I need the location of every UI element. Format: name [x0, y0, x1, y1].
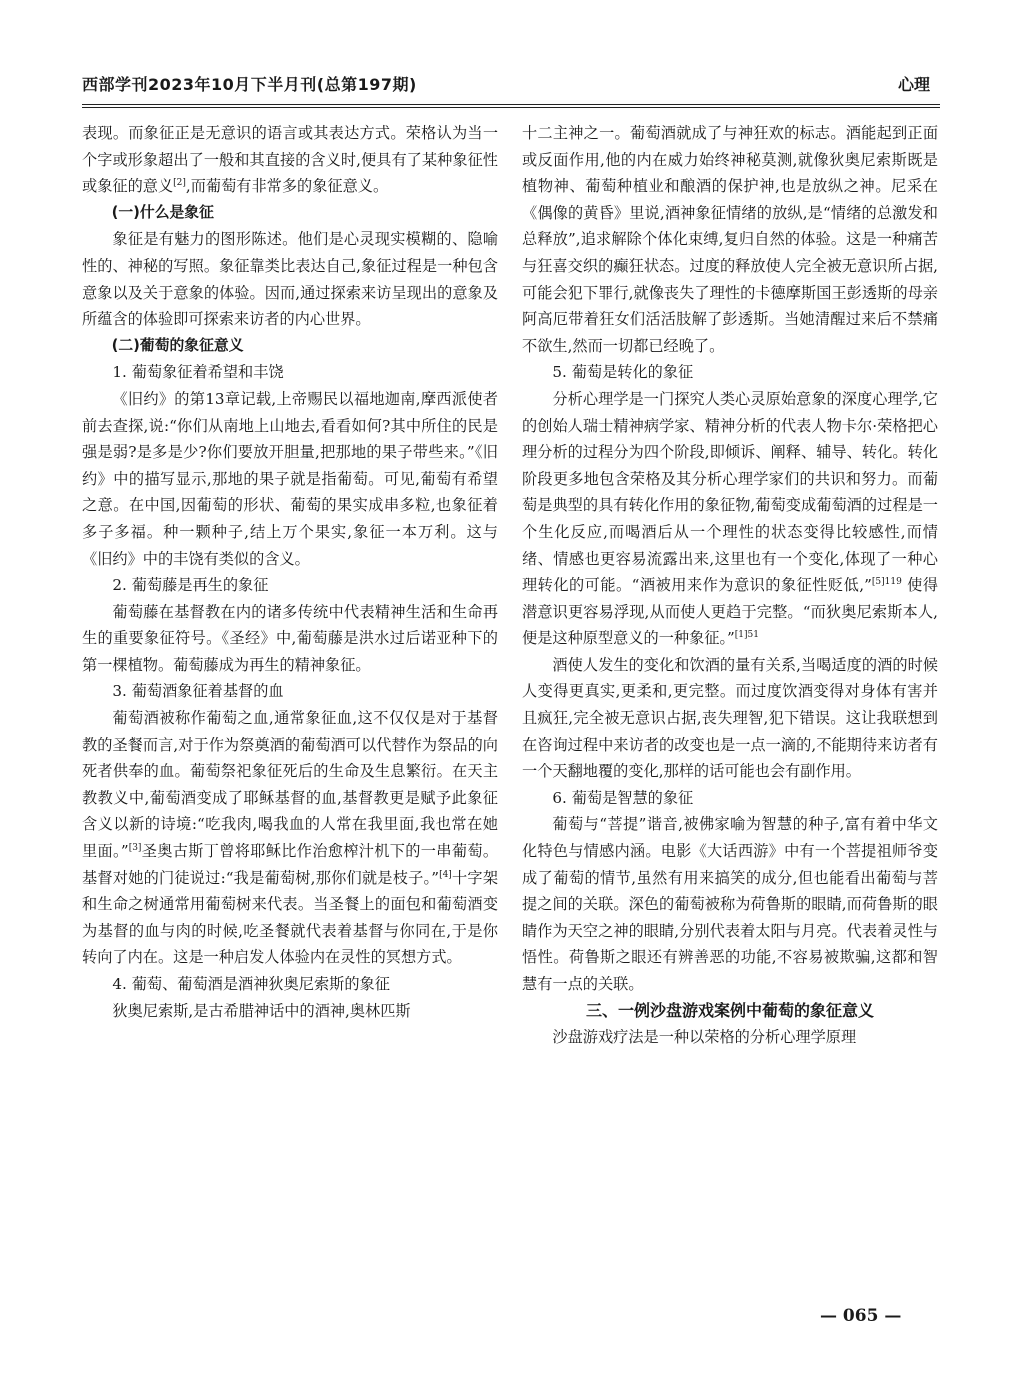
paragraph: 十二主神之一。葡萄酒就成了与神狂欢的标志。酒能起到正面或反面作用,他的内在威力始终神秘莫测,就像狄奥尼索斯既是植物神、葡萄种植业和酿酒的保护神,也是放纵之神。尼采在《偶像的黄昏》里说,酒神象征情绪的放纵,是“情绪的总激发和总释放”,追求解除个体化束缚,复归自然的体验。这是一种痛苦与狂喜交织的癫狂状态。过度的释放使人完全被无意识所占据,可能会犯下罪行,就像丧失了理性的卡德摩斯国王彭透斯的母亲阿高厄带着狂女们活活肢解了彭透斯。当她清醒过来后不禁痛不欲生,然而一切都已经晚了。 — [522, 124, 938, 355]
item-heading: 1. 葡萄象征着希望和丰饶 — [112, 363, 284, 382]
journal-title: 西部学刊2023年10月下半月刊(总第197期) — [82, 75, 417, 94]
section-label: 心理 — [897, 75, 930, 94]
citation: [3] — [128, 842, 142, 853]
paragraph: 葡萄藤在基督教在内的诸多传统中代表精神生活和生命再生的重要象征符号。《圣经》中,葡萄藤是洪水过后诺亚种下的第一棵植物。葡萄藤成为再生的精神象征。 — [82, 602, 498, 674]
item-heading: 4. 葡萄、葡萄酒是酒神狄奥尼索斯的象征 — [112, 975, 390, 993]
paragraph: 沙盘游戏疗法是一种以荣格的分析心理学原理 — [552, 1028, 857, 1047]
item-heading: 2. 葡萄藤是再生的象征 — [112, 576, 269, 595]
subsection-heading: (二)葡萄的象征意义 — [111, 336, 244, 354]
item-heading: 3. 葡萄酒象征着基督的血 — [112, 682, 284, 701]
citation: [2] — [173, 178, 186, 189]
citation: [1]51 — [734, 630, 759, 641]
page-header — [82, 72, 942, 102]
page-number: — 065 — — [820, 1306, 902, 1326]
right-column — [522, 120, 938, 1051]
left-column — [82, 120, 498, 1024]
paragraph: 葡萄与“菩提”谐音,被佛家喻为智慧的种子,富有着中华文化特色与情感内涵。电影《大话西游》中有一个菩提祖师爷变成了葡萄的情节,虽然有用来搞笑的成分,但也能看出葡萄与菩提之间的关联。深色的葡萄被称为荷鲁斯的眼睛,而荷鲁斯的眼睛作为天空之神的眼睛,分别代表着太阳与月亮。代表着灵性与悟性。荷鲁斯之眼还有辨善恶的功能,不容易被欺骗,这都和智慧有一点的关联。 — [522, 815, 938, 993]
paragraph: 表现。而象征正是无意识的语言或其表达方式。荣格认为当一个字或形象超出了一般和其直接的含义时,便具有了某种象征性或象征的意义[2],而葡萄有非常多的象征意义。 — [82, 124, 498, 196]
paragraph: 葡萄酒被称作葡萄之血,通常象征血,这不仅仅是对于基督教的圣餐而言,对于作为祭奠酒的葡萄酒可以代替作为祭品的向死者供奉的血。葡萄祭祀象征死后的生命及生息繁衍。在天主教教义中,葡萄酒变成了耶稣基督的血,基督教更是赋予此象征含义以新的诗境:“吃我肉,喝我血的人常在我里面,我也常在她里面。”[3]圣奥古斯丁曾将耶稣比作治愈榨汁机下的一串葡萄。基督对她的门徒说过:“我是葡萄树,那你们就是枝子。”[4]十字架和生命之树通常用葡萄树来代表。当圣餐上的面包和葡萄酒变为基督的血与肉的时候,吃圣餐就代表着基督与你同在,于是你转向了内在。这是一种启发人体验内在灵性的冥想方式。 — [82, 709, 499, 967]
paragraph: 分析心理学是一门探究人类心灵原始意象的深度心理学,它的创始人瑞士精神病学家、精神分析的代表人物卡尔·荣格把心理分析的过程分为四个阶段,即倾诉、阐释、辅导、转化。转化阶段更多地包含荣格及其分析心理学家们的共识和努力。而葡萄是典型的具有转化作用的象征物,葡萄变成葡萄酒的过程是一个生化反应,而喝酒后从一个理性的状态变得比较感性,而情绪、情感也更容易流露出来,这里也有一个变化,体现了一种心理转化的可能。“酒被用来作为意识的象征性贬低,”$^{[5]119}$ 使得潜意识更容易浮现,从而使人更趋于完整。“而狄奥尼索斯本人,便是这种原型意义的一种象征。”$^{[1]51}$ — [522, 389, 939, 648]
header-rule — [82, 104, 940, 108]
paragraph: 酒使人发生的变化和饮酒的量有关系,当喝适度的酒的时候人变得更真实,更柔和,更完整。而过度饮酒变得对身体有害并且疯狂,完全被无意识占据,丧失理智,犯下错误。这让我联想到在咨询过程中来访者的改变也是一点一滴的,不能期待来访者有一个天翻地覆的变化,那样的话可能也会有副作用。 — [522, 655, 938, 781]
citation: [5]119 — [871, 577, 902, 588]
citation: [4] — [439, 869, 452, 880]
paragraph: 《旧约》的第13章记载,上帝赐民以福地迦南,摩西派使者前去查探,说:“你们从南地上山地去,看看如何?其中所住的民是强是弱?是多是少?你们要放开胆量,把那地的果子带些来。”《旧约》中的描写显示,那地的果子就是指葡萄。可见,葡萄有希望之意。在中国,因葡萄的形状、葡萄的果实成串多粒,也象征着多子多福。种一颗种子,结上万个果实,象征一本万利。这与《旧约》中的丰饶有类似的含义。 — [82, 389, 498, 568]
item-heading: 6. 葡萄是智慧的象征 — [552, 788, 694, 807]
subsection-heading: (一)什么是象征 — [111, 203, 214, 221]
paragraph: 狄奥尼索斯,是古希腊神话中的酒神,奥林匹斯 — [112, 1001, 411, 1020]
section-heading: 三、一例沙盘游戏案例中葡萄的象征意义 — [585, 1000, 874, 1020]
paragraph: 象征是有魅力的图形陈述。他们是心灵现实模糊的、隐喻性的、神秘的写照。象征靠类比表达自己,象征过程是一种包含意象以及关于意象的体验。因而,通过探索来访呈现出的意象及所蕴含的体验即可探索来访者的内心世界。 — [82, 230, 498, 329]
item-heading: 5. 葡萄是转化的象征 — [552, 363, 694, 382]
